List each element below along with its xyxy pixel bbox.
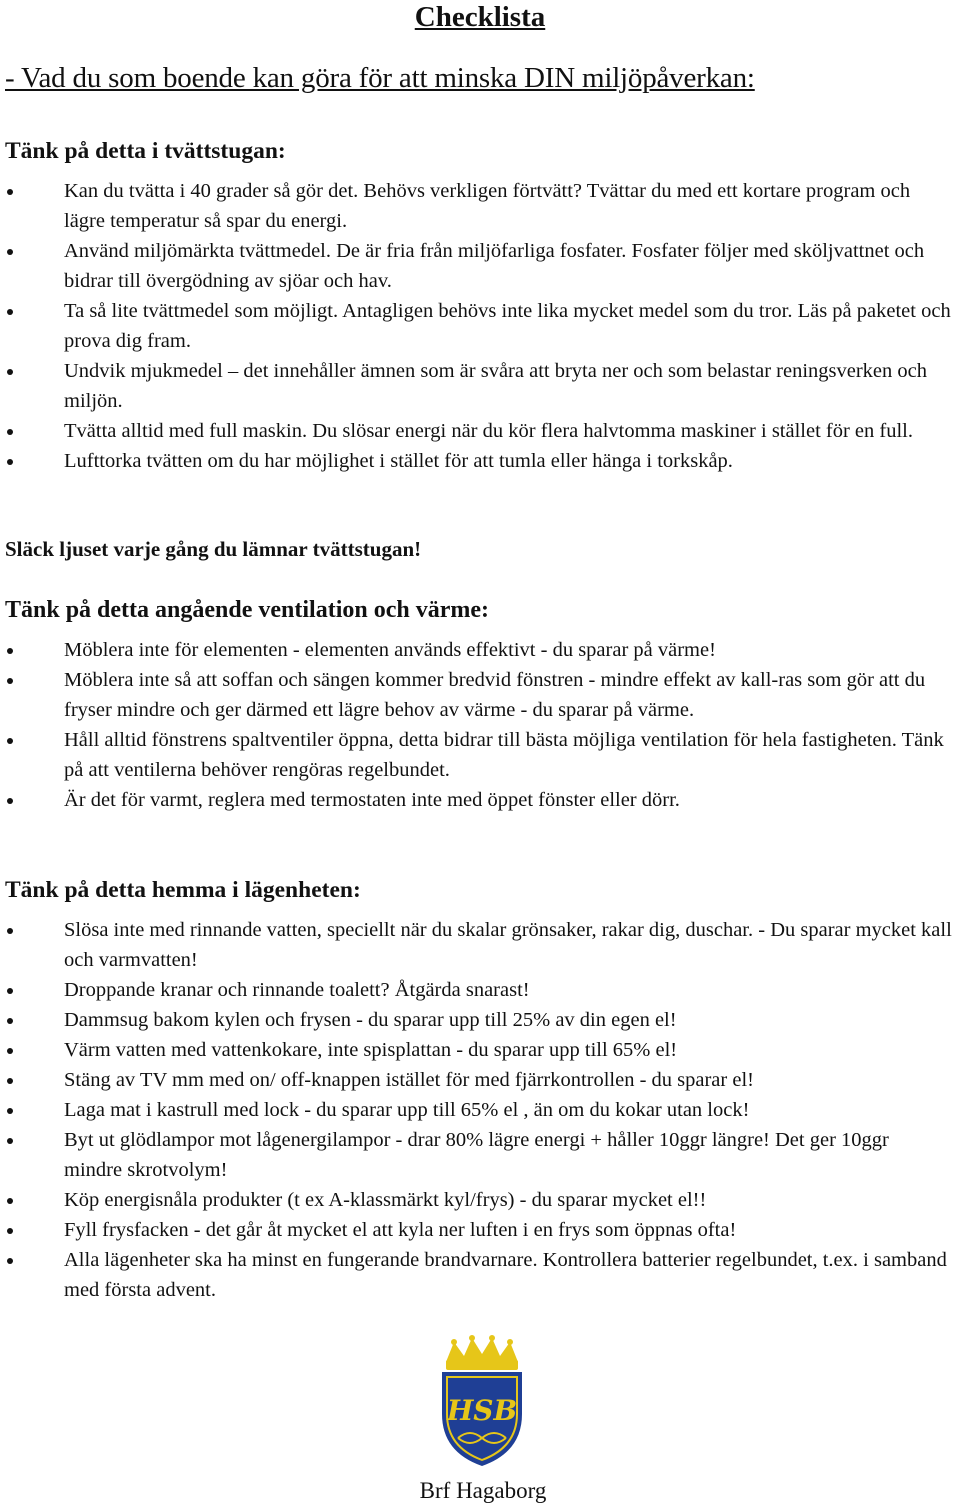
bullet-icon: [7, 738, 13, 744]
bullet-icon: [7, 249, 13, 255]
list-item-text: Möblera inte så att soffan och sängen kommer bredvid fönstren - mindre effekt av kall-ras som gör att du fryser mindre och ger därmed ett lägre behov av värme - du sparar på värme.: [64, 669, 926, 721]
page-subtitle: - Vad du som boende kan göra för att minska DIN miljöpåverkan:: [5, 62, 755, 94]
bullet-icon: [7, 1138, 13, 1144]
list-item: [0, 356, 960, 416]
section-heading-laundry: Tänk på detta i tvättstugan:: [5, 138, 286, 164]
list-item-text: Kan du tvätta i 40 grader så gör det. Behövs verkligen förtvätt? Tvättar du med ett kortare program och lägre temperatur så spar du energi.: [64, 180, 911, 232]
bullet-icon: [7, 1078, 13, 1084]
page-title: Checklista: [414, 1, 546, 33]
list-item: [0, 635, 960, 665]
list-item: [0, 785, 960, 815]
list-item: [0, 975, 960, 1005]
list-item-text: Undvik mjukmedel – det innehåller ämnen som är svåra att bryta ner och som belastar reningsverken och miljön.: [64, 360, 928, 412]
list-item-text: Stäng av TV mm med on/ off-knappen istället för med fjärrkontrollen - du sparar el!: [64, 1069, 754, 1091]
bullet-icon: [7, 1258, 13, 1264]
list-item: [0, 1185, 960, 1215]
list-item: [0, 296, 960, 356]
list-item: [0, 1095, 960, 1125]
bullet-icon: [7, 648, 13, 654]
bullet-icon: [7, 309, 13, 315]
list-item-text: Håll alltid fönstrens spaltventiler öppna, detta bidrar till bästa möjliga ventilation för hela fastigheten. Tänk på att ventilerna behöver rengöras regelbundet.: [64, 729, 944, 781]
list-item-text: Fyll frysfacken - det går åt mycket el att kyla ner luften i en frys som öppnas ofta!: [64, 1219, 737, 1241]
list-item: [0, 1005, 960, 1035]
list-item: [0, 665, 960, 725]
list-item-text: Byt ut glödlampor mot lågenergilampor - drar 80% lägre energi + håller 10ggr längre! Det ger 10ggr mindre skrotvolym!: [64, 1129, 889, 1181]
bullet-icon: [7, 369, 13, 375]
bullet-icon: [7, 1018, 13, 1024]
list-item: [0, 915, 960, 975]
laundry-checklist: [0, 176, 960, 476]
hsb-logo: [434, 1334, 530, 1474]
list-item-text: Alla lägenheter ska ha minst en fungerande brandvarnare. Kontrollera batterier regelbundet, t.ex. i samband med första advent.: [64, 1249, 947, 1301]
list-item: [0, 1245, 960, 1305]
laundry-callout: Släck ljuset varje gång du lämnar tvättstugan!: [5, 537, 422, 561]
list-item-text: Droppande kranar och rinnande toalett? Åtgärda snarast!: [64, 979, 530, 1001]
hsb-crown-shield-icon: [434, 1334, 530, 1474]
section-heading-ventilation: Tänk på detta angående ventilation och värme:: [5, 597, 490, 623]
list-item-text: Värm vatten med vattenkokare, inte spisplattan - du sparar upp till 65% el!: [64, 1039, 678, 1061]
list-item-text: Slösa inte med rinnande vatten, speciellt när du skalar grönsaker, rakar dig, duschar. - Du sparar mycket kall och varmvatten!: [64, 919, 952, 971]
list-item-text: Använd miljömärkta tvättmedel. De är fria från miljöfarliga fosfater. Fosfater följer med sköljvattnet och bidrar till övergödning av sjöar och hav.: [64, 240, 925, 292]
bullet-icon: [7, 1228, 13, 1234]
section-heading-apartment: Tänk på detta hemma i lägenheten:: [5, 877, 361, 903]
svg-text:HSB: HSB: [446, 1394, 518, 1427]
bullet-icon: [7, 678, 13, 684]
bullet-icon: [7, 1198, 13, 1204]
bullet-icon: [7, 459, 13, 465]
bullet-icon: [7, 1108, 13, 1114]
list-item: [0, 1065, 960, 1095]
bullet-icon: [7, 429, 13, 435]
list-item: [0, 1035, 960, 1065]
bullet-icon: [7, 1048, 13, 1054]
list-item-text: Lufttorka tvätten om du har möjlighet i stället för att tumla eller hänga i torkskåp.: [64, 450, 733, 472]
list-item: [0, 236, 960, 296]
list-item-text: Köp energisnåla produkter (t ex A-klassmärkt kyl/frys) - du sparar mycket el!!: [64, 1189, 707, 1211]
list-item-text: Dammsug bakom kylen och frysen - du sparar upp till 25% av din egen el!: [64, 1009, 677, 1031]
list-item: [0, 446, 960, 476]
list-item: [0, 1125, 960, 1185]
bullet-icon: [7, 988, 13, 994]
list-item-text: Tvätta alltid med full maskin. Du slösar energi när du kör flera halvtomma maskiner i stället för en full.: [64, 420, 913, 442]
list-item: [0, 1215, 960, 1245]
bullet-icon: [7, 928, 13, 934]
list-item: [0, 416, 960, 446]
list-item-text: Möblera inte för elementen - elementen används effektivt - du sparar på värme!: [64, 639, 716, 661]
crown-icon: [446, 1335, 518, 1370]
list-item: [0, 176, 960, 236]
bullet-icon: [7, 189, 13, 195]
association-name: Brf Hagaborg: [419, 1478, 547, 1503]
list-item: [0, 725, 960, 785]
list-item-text: Ta så lite tvättmedel som möjligt. Antagligen behövs inte lika mycket medel som du tror. Läs på paketet och prova dig fram.: [64, 300, 951, 352]
bullet-icon: [7, 798, 13, 804]
list-item-text: Laga mat i kastrull med lock - du sparar upp till 65% el , än om du kokar utan lock!: [64, 1099, 750, 1121]
apartment-checklist: [0, 915, 960, 1305]
list-item-text: Är det för varmt, reglera med termostaten inte med öppet fönster eller dörr.: [64, 789, 680, 811]
ventilation-checklist: [0, 635, 960, 815]
